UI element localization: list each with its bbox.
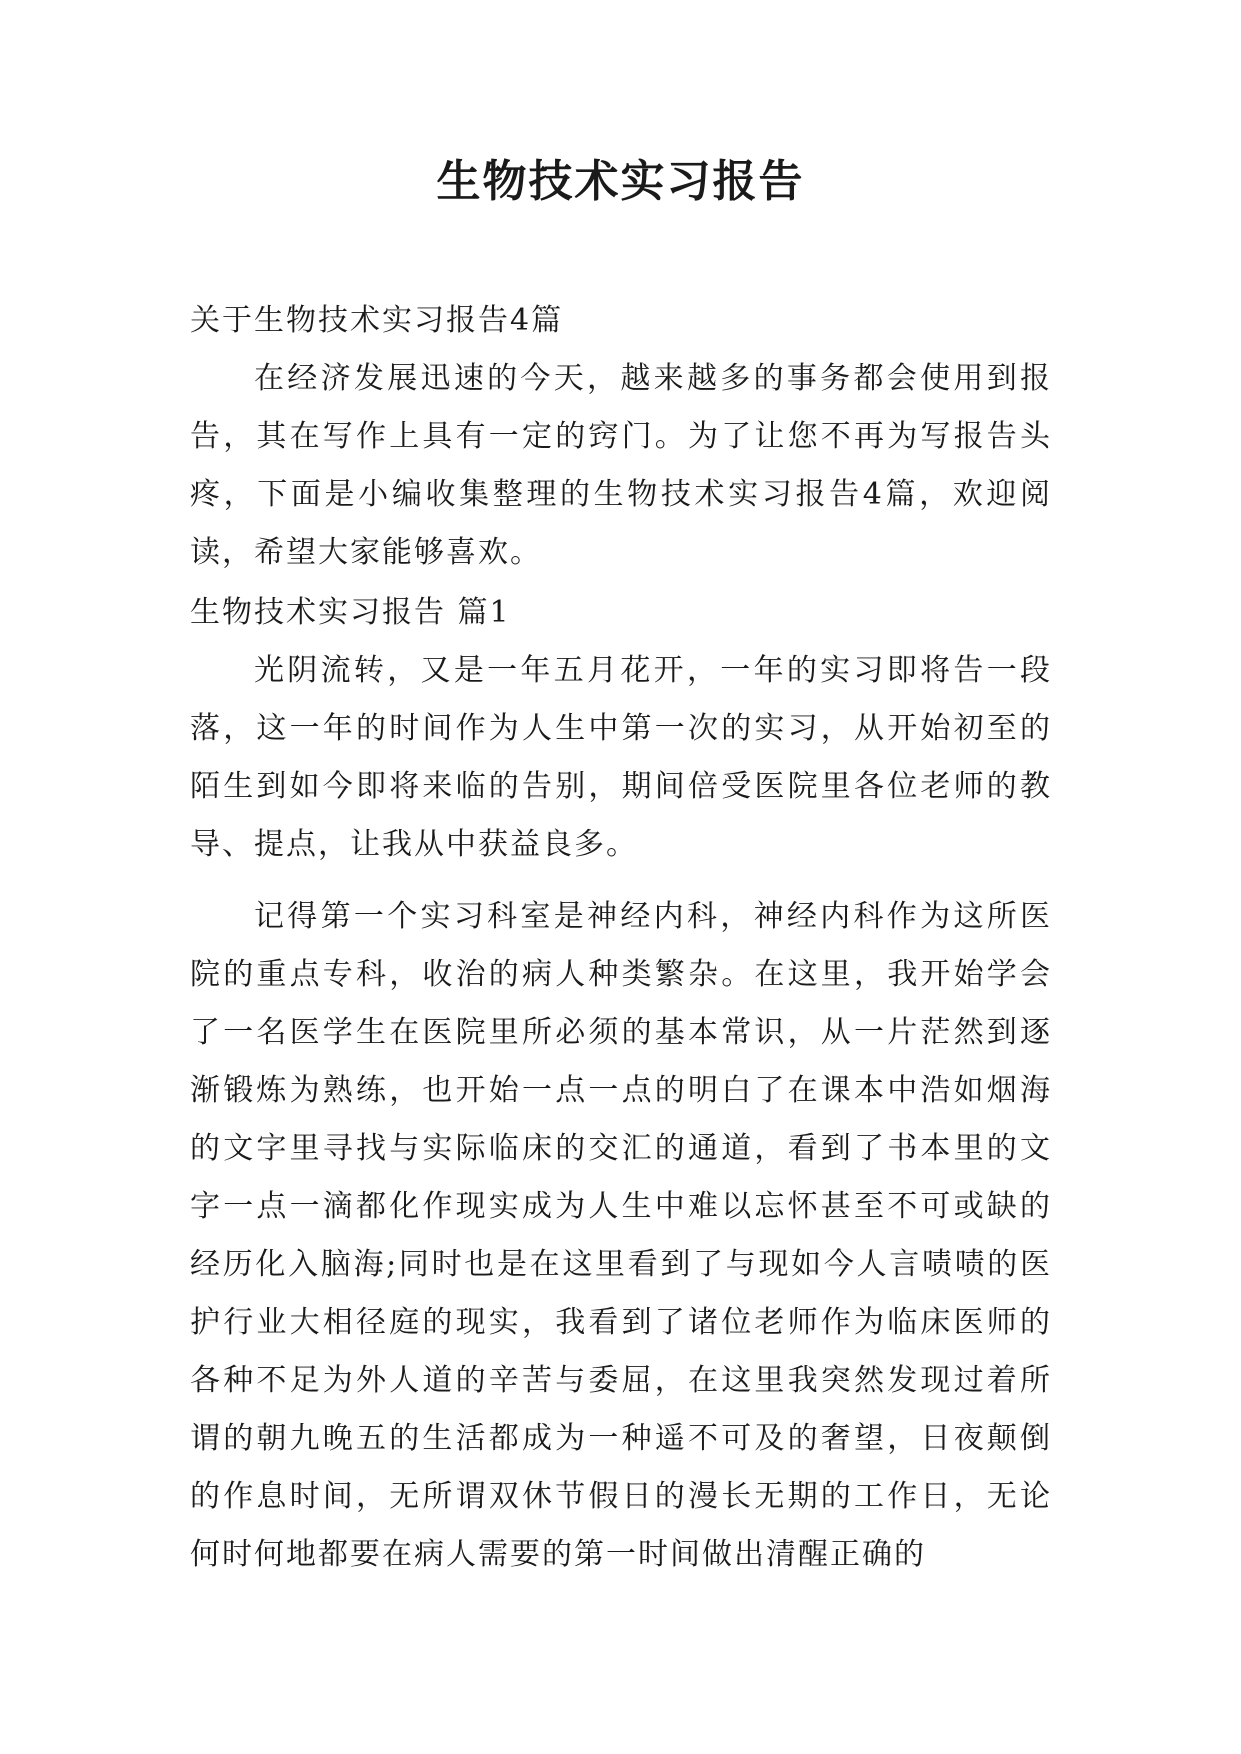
intro-paragraph: 在经济发展迅速的今天，越来越多的事务都会使用到报告，其在写作上具有一定的窍门。为了让您不再为写报告头疼，下面是小编收集整理的生物技术实习报告4篇，欢迎阅读，希望大家能够喜欢。 — [190, 361, 1052, 570]
section-heading: 生物技术实习报告 篇1 — [190, 595, 511, 630]
body-paragraph-1: 光阴流转，又是一年五月花开，一年的实习即将告一段落，这一年的时间作为人生中第一次的实习，从开始初至的陌生到如今即将来临的告别，期间倍受医院里各位老师的教导、提点，让我从中获益良多。 — [190, 653, 1052, 862]
document-body — [190, 292, 1052, 1584]
document-title: 生物技术实习报告 — [436, 156, 805, 207]
body-paragraph-2: 记得第一个实习科室是神经内科，神经内科作为这所医院的重点专科，收治的病人种类繁杂。在这里，我开始学会了一名医学生在医院里所必须的基本常识，从一片茫然到逐渐锻炼为熟练，也开始一点一点的明白了在课本中浩如烟海的文字里寻找与实际临床的交汇的通道，看到了书本里的文字一点一滴都化作现实成为人生中难以忘怀甚至不可或缺的经历化入脑海;同时也是在这里看到了与现如今人言啧啧的医护行业大相径庭的现实，我看到了诸位老师作为临床医师的各种不足为外人道的辛苦与委屈，在这里我突然发现过着所谓的朝九晚五的生活都成为一种遥不可及的奢望，日夜颠倒的作息时间，无所谓双休节假日的漫长无期的工作日，无论何时何地都要在病人需要的第一时间做出清醒正确的 — [190, 899, 1052, 1572]
document-subtitle: 关于生物技术实习报告4篇 — [190, 303, 564, 338]
